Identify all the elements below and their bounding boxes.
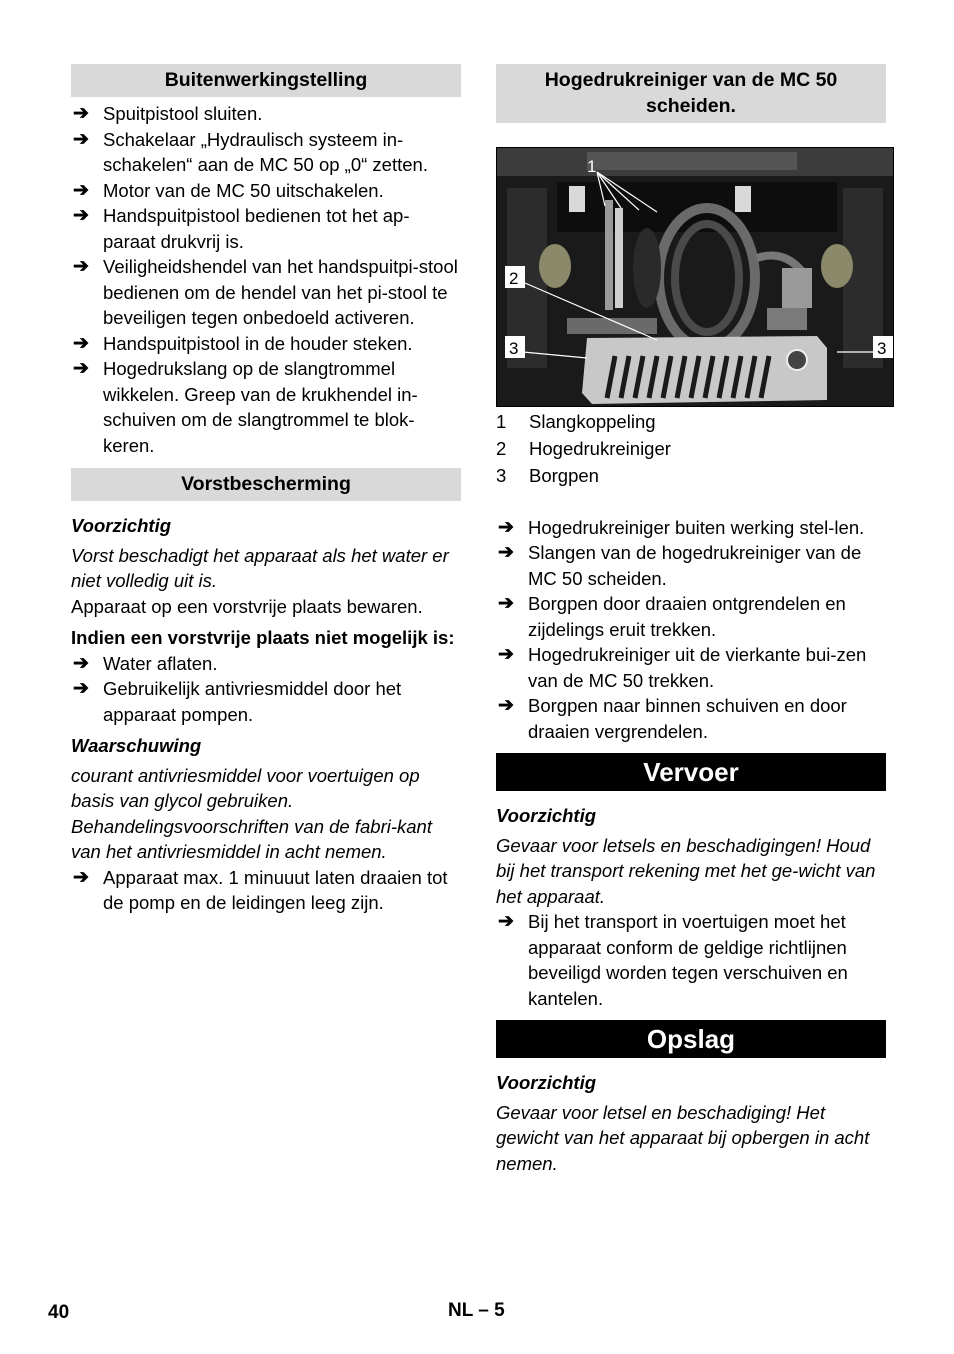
step-item: ➔ Borgpen door draaien ontgrendelen en zijdelings eruit trekken.: [498, 593, 846, 640]
arrow-right-icon: ➔: [498, 593, 514, 614]
step-item: ➔ Hogedrukreiniger buiten werking stel-len.: [496, 515, 886, 541]
step-item: ➔ Apparaat max. 1 minuuut laten draaien tot de pomp en de leidingen leeg zijn.: [73, 866, 448, 913]
arrow-right-icon: ➔: [498, 911, 514, 932]
step-item: ➔ Veiligheidshendel van het handspuitpi-stool bedienen om de hendel van het pi-stool te beveiligen tegen onbedoeld activeren.: [73, 256, 458, 328]
step-list: [71, 865, 461, 916]
step-list: [496, 909, 886, 1011]
warning-title: Waarschuwing: [71, 735, 202, 756]
caution-text: Gevaar voor letsels en beschadigingen! Houd bij het transport rekening met het ge-wicht van het apparaat.: [496, 834, 876, 907]
arrow-right-icon: ➔: [498, 516, 514, 538]
arrow-right-icon: ➔: [73, 358, 89, 379]
arrow-right-icon: ➔: [73, 179, 89, 201]
step-item: ➔ Handspuitpistool in de houder steken.: [71, 331, 461, 357]
section-heading-vervoer: Vervoer: [496, 753, 886, 791]
language-page-label: NL – 5: [448, 1300, 505, 1321]
arrow-right-icon: ➔: [73, 256, 89, 277]
warning-text: courant antivriesmiddel voor voertuigen op basis van glycol gebruiken.: [71, 764, 420, 811]
photo-label-1: 1: [587, 157, 597, 176]
arrow-right-icon: ➔: [73, 866, 89, 888]
caution-text: Gevaar voor letsel en beschadiging! Het gewicht van het apparaat bij opbergen in acht nemen.: [496, 1101, 870, 1174]
caution-title: Voorzichtig: [496, 805, 597, 826]
legend-item: 3 Borgpen: [496, 465, 599, 486]
left-column: [71, 64, 461, 916]
subheading: Indien een vorstvrije plaats niet mogelijk is:: [71, 627, 455, 648]
legend-item: 1 Slangkoppeling: [496, 411, 656, 432]
caution-text: Vorst beschadigt het apparaat als het water er niet volledig uit is.: [71, 544, 449, 591]
step-item: ➔ Slangen van de hogedrukreiniger van de MC 50 scheiden.: [498, 542, 862, 589]
step-list: [71, 101, 461, 458]
arrow-right-icon: ➔: [498, 644, 514, 665]
machine-photo-illustration: [497, 148, 893, 406]
step-item: ➔ Handspuitpistool bedienen tot het ap-paraat drukvrij is.: [73, 205, 410, 252]
step-item: ➔ Bij het transport in voertuigen moet het apparaat conform de geldige richtlijnen beveiligd worden tegen verschuiven en kantelen.: [498, 911, 848, 1009]
step-item: ➔ Schakelaar „Hydraulisch systeem in-schakelen“ aan de MC 50 op „0“ zetten.: [73, 128, 428, 175]
photo-legend: [496, 409, 886, 489]
section-heading-scheiden: Hogedrukreiniger van de MC 50 scheiden.: [496, 64, 886, 123]
step-item: ➔ Gebruikelijk antivriesmiddel door het apparaat pompen.: [73, 678, 402, 725]
step-item: ➔ Borgpen naar binnen schuiven en door draaien vergrendelen.: [498, 695, 847, 742]
arrow-right-icon: ➔: [498, 542, 514, 563]
page-number: 40: [48, 1302, 70, 1323]
step-list: [71, 651, 461, 728]
legend-item: 2 Hogedrukreiniger: [496, 437, 671, 459]
step-item: ➔ Hogedrukreiniger uit de vierkante bui-zen van de MC 50 trekken.: [498, 644, 867, 691]
step-item: ➔ Motor van de MC 50 uitschakelen.: [71, 178, 461, 204]
arrow-right-icon: ➔: [73, 103, 89, 124]
arrow-right-icon: ➔: [73, 205, 89, 226]
caution-title: Voorzichtig: [496, 1072, 597, 1093]
step-item: ➔ Spuitpistool sluiten.: [71, 101, 461, 127]
section-heading-vorstbescherming: Vorstbescherming: [71, 468, 461, 501]
machine-photo: [496, 147, 894, 407]
photo-label-3-right: 3: [877, 339, 887, 358]
warning-text: Behandelingsvoorschriften van de fabri-kant van het antivriesmiddel in acht nemen.: [71, 815, 432, 862]
arrow-right-icon: ➔: [73, 678, 89, 699]
right-column: [496, 64, 886, 1176]
body-text: Apparaat op een vorstvrije plaats bewaren.: [71, 595, 423, 617]
photo-label-3-left: 3: [509, 339, 519, 358]
step-item: ➔ Water aflaten.: [71, 651, 461, 677]
step-list: [496, 515, 886, 745]
arrow-right-icon: ➔: [498, 695, 514, 716]
arrow-right-icon: ➔: [73, 332, 89, 354]
section-heading-buitenwerkingstelling: Buitenwerkingstelling: [71, 64, 461, 97]
arrow-right-icon: ➔: [73, 128, 89, 150]
photo-label-2: 2: [509, 269, 519, 288]
section-heading-opslag: Opslag: [496, 1020, 886, 1058]
caution-title: Voorzichtig: [71, 515, 172, 536]
step-item: ➔ Hogedrukslang op de slangtrommel wikkelen. Greep van de krukhendel in-schuiven om de slangtrommel te blok-keren.: [73, 358, 418, 456]
arrow-right-icon: ➔: [73, 652, 89, 674]
